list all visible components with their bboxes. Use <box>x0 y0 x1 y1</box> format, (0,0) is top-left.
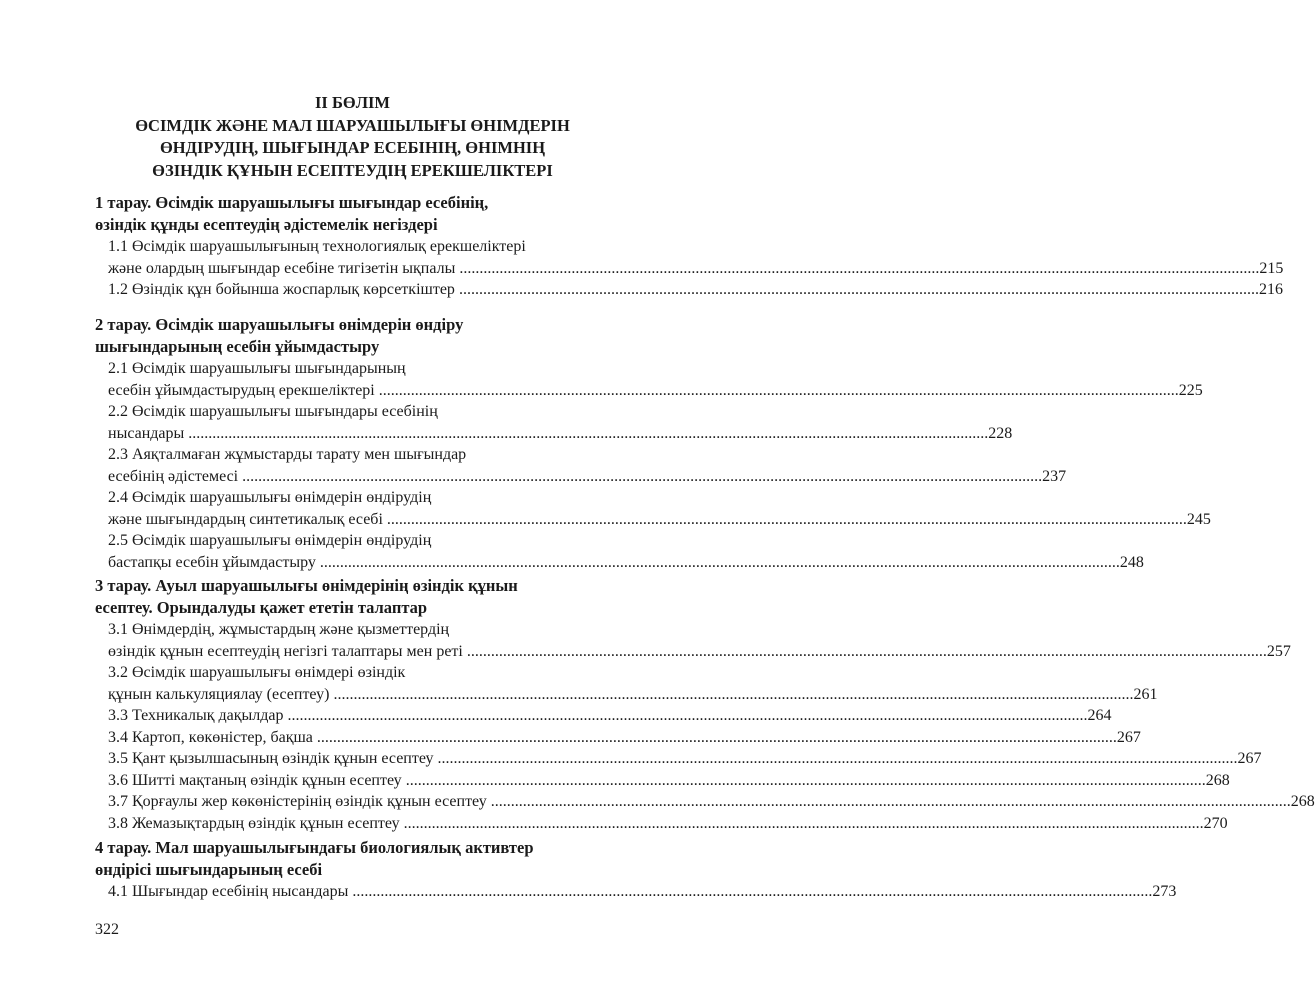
chapter-title-line: 2 тарау. Өсімдік шаруашылығы өнімдерін өндіру <box>95 315 464 334</box>
part-title-line: ӨСІМДІК ЖӘНЕ МАЛ ШАРУАШЫЛЫҒЫ ӨНІМДЕРІН <box>135 115 570 135</box>
page-ref: 237 <box>1042 467 1067 485</box>
entry-text: бастапқы есебін ұйымдастыру <box>108 553 316 571</box>
part-title <box>60 92 645 182</box>
toc-entry[interactable] <box>108 770 1230 792</box>
dot-leader: ........................................................................................................................................................................................................ <box>378 381 1179 399</box>
dot-leader: ........................................................................................................................................................................................................ <box>386 510 1187 528</box>
dot-leader: ........................................................................................................................................................................................................ <box>458 281 1259 298</box>
entry-text: 3.1 Өнімдердің, жұмыстардың және қызметтердің <box>108 621 450 638</box>
entry-text: есебінің әдістемесі <box>108 467 239 485</box>
entry-text: 2.1 Өсімдік шаруашылығы шығындарының <box>108 360 406 377</box>
entry-text: нысандары <box>108 424 185 442</box>
entry-text: 2.5 Өсімдік шаруашылығы өнімдерін өндірудің <box>108 532 432 549</box>
toc-entry[interactable] <box>108 813 1228 835</box>
entry-text: 1.1 Өсімдік шаруашылығының технологиялық ерекшеліктері <box>108 238 526 255</box>
entry-text: 3.6 Шитті мақтаның өзіндік құнын есептеу <box>108 771 402 789</box>
toc-entry[interactable] <box>108 401 1013 444</box>
entry-text: есебін ұйымдастырудың ерекшеліктері <box>108 381 375 399</box>
dot-leader: ........................................................................................................................................................................................................ <box>333 685 1134 703</box>
page-ref: 248 <box>1119 553 1144 571</box>
dot-leader: ........................................................................................................................................................................................................ <box>352 883 1153 900</box>
dot-leader: ........................................................................................................................................................................................................ <box>490 793 1291 810</box>
part-label: II БӨЛІМ <box>315 93 390 112</box>
page-ref: 267 <box>1116 728 1141 746</box>
chapter-title <box>95 575 605 619</box>
chapter-title-line: есептеу. Орындалуды қажет ететін талаптар <box>95 598 428 617</box>
page-ref: 257 <box>1266 642 1291 660</box>
page-ref: 215 <box>1259 259 1284 277</box>
entry-text: 3.3 Техникалық дақылдар <box>108 707 284 724</box>
entry-text: және олардың шығындар есебіне тигізетін ықпалы <box>108 259 456 277</box>
dot-leader: ........................................................................................................................................................................................................ <box>188 424 989 442</box>
entry-text: 3.4 Картоп, көкөністер, бақша <box>108 728 313 746</box>
page-number: 322 <box>95 921 119 938</box>
chapter-title-line: өндірісі шығындарының есебі <box>95 860 323 879</box>
entry-text: 3.8 Жемазықтардың өзіндік құнын есептеу <box>108 814 400 832</box>
chapter-title-line: 3 тарау. Ауыл шаруашылығы өнімдерінің өзіндік құнын <box>95 576 518 595</box>
chapter-title-line: 4 тарау. Мал шаруашылығындағы биологиялық активтер <box>95 838 534 857</box>
page-ref: 264 <box>1087 707 1112 724</box>
dot-leader: ........................................................................................................................................................................................................ <box>319 553 1120 571</box>
toc-entry[interactable] <box>108 444 1067 487</box>
dot-leader: ........................................................................................................................................................................................................ <box>316 728 1117 746</box>
page-ref: 267 <box>1237 750 1262 767</box>
toc-entry[interactable] <box>108 358 1203 401</box>
entry-text: 2.3 Аяқталмаған жұмыстарды тарату мен шығындар <box>108 446 467 463</box>
toc-entry[interactable] <box>108 236 1284 279</box>
chapter-title <box>95 837 605 881</box>
page-ref: 216 <box>1258 281 1283 298</box>
dot-leader: ........................................................................................................................................................................................................ <box>242 467 1043 485</box>
page-ref: 228 <box>988 424 1013 442</box>
entry-text: 2.2 Өсімдік шаруашылығы шығындары есебінің <box>108 403 438 420</box>
entry-text: құнын калькуляциялау (есептеу) <box>108 685 330 703</box>
chapter-title-line: өзіндік құнды есептеудің әдістемелік негіздері <box>95 215 438 234</box>
toc-entry[interactable] <box>108 705 1112 727</box>
page-ref: 273 <box>1152 883 1177 900</box>
dot-leader: ........................................................................................................................................................................................................ <box>405 771 1206 789</box>
page-ref: 245 <box>1186 510 1211 528</box>
toc-entry[interactable] <box>108 748 1262 770</box>
part-title-line: ӨЗІНДІК ҚҰНЫН ЕСЕПТЕУДІҢ ЕРЕКШЕЛІКТЕРІ <box>152 160 553 180</box>
chapter-3 <box>95 575 1315 834</box>
chapter-title-line: шығындарының есебін ұйымдастыру <box>95 337 380 356</box>
dot-leader: ........................................................................................................................................................................................................ <box>459 259 1260 277</box>
chapter-title-line: 1 тарау. Өсімдік шаруашылығы шығындар есебінің, <box>95 193 489 212</box>
dot-leader: ........................................................................................................................................................................................................ <box>466 642 1267 660</box>
toc-entry[interactable] <box>108 279 1283 301</box>
page-ref: 225 <box>1178 381 1203 399</box>
entry-text: 3.7 Қорғаулы жер көкөністерінің өзіндік құнын есептеу <box>108 793 487 810</box>
toc-entry[interactable] <box>108 530 1144 573</box>
toc-entry[interactable] <box>108 881 1177 903</box>
page-ref: 261 <box>1133 685 1158 703</box>
dot-leader: ........................................................................................................................................................................................................ <box>403 814 1204 832</box>
entry-text: 1.2 Өзіндік құн бойынша жоспарлық көрсеткіштер <box>108 281 455 298</box>
entry-text: 2.4 Өсімдік шаруашылығы өнімдерін өндірудің <box>108 489 432 506</box>
toc-entry[interactable] <box>108 791 1315 813</box>
chapter-2 <box>95 314 1211 573</box>
page-ref: 270 <box>1203 814 1228 832</box>
page-ref: 268 <box>1205 771 1230 789</box>
toc-entry[interactable] <box>108 619 1291 662</box>
entry-text: 3.5 Қант қызылшасының өзіндік құнын есептеу <box>108 750 434 767</box>
entry-text: 3.2 Өсімдік шаруашылығы өнімдері өзіндік <box>108 664 406 681</box>
toc-entry[interactable] <box>108 487 1211 530</box>
entry-text: өзіндік құнын есептеудің негізгі талаптары мен реті <box>108 642 463 660</box>
chapter-4 <box>95 837 1177 903</box>
chapter-title <box>95 314 605 358</box>
dot-leader: ........................................................................................................................................................................................................ <box>287 707 1088 724</box>
toc-entry[interactable] <box>108 727 1141 749</box>
part-title-line: ӨНДІРУДІҢ, ШЫҒЫНДАР ЕСЕБІНІҢ, ӨНІМНІҢ <box>159 138 546 157</box>
entry-text: 4.1 Шығындар есебінің нысандары <box>108 883 349 900</box>
page-ref: 268 <box>1290 793 1315 810</box>
chapter-1 <box>95 192 1284 301</box>
dot-leader: ........................................................................................................................................................................................................ <box>437 750 1238 767</box>
chapter-title <box>95 192 605 236</box>
toc-entry[interactable] <box>108 662 1158 705</box>
entry-text: және шығындардың синтетикалық есебі <box>108 510 383 528</box>
